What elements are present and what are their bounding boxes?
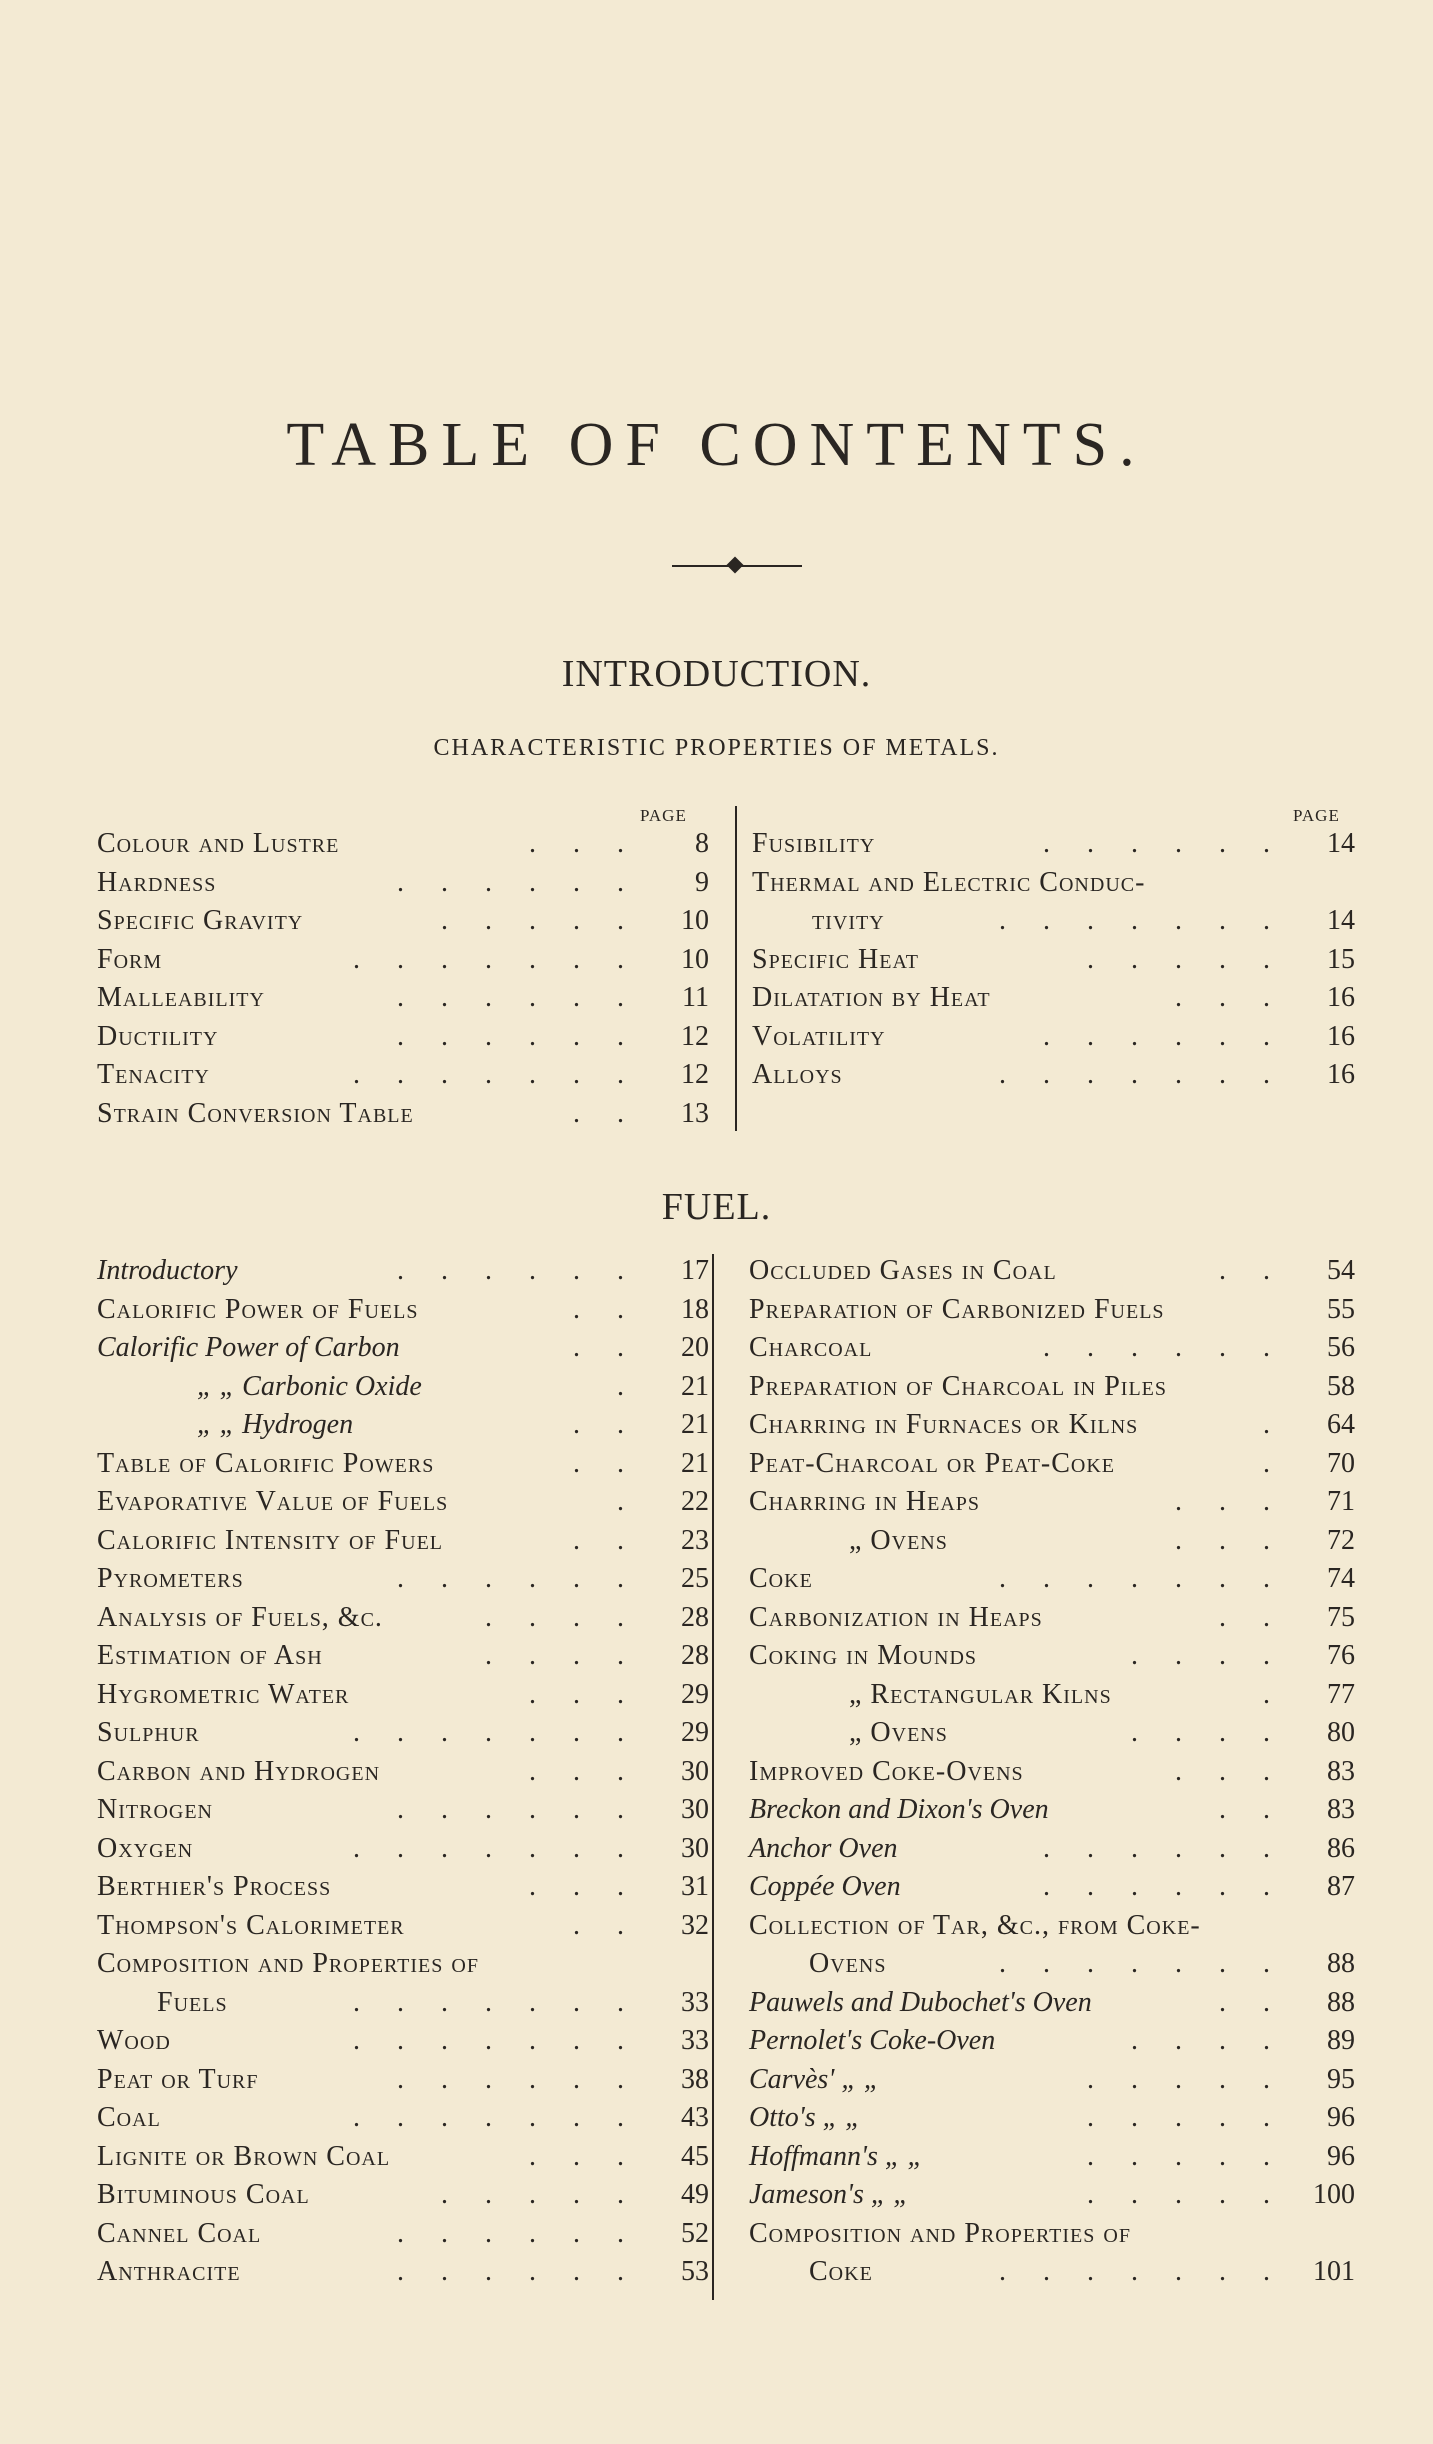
toc-entry-title: Carbonization in Heaps — [749, 1601, 1043, 1633]
toc-entry-title: Peat or Turf — [97, 2063, 259, 2095]
toc-entry-title: Evaporative Value of Fuels — [97, 1486, 449, 1517]
toc-entry-title: Preparation of Charcoal in Piles — [749, 1370, 1167, 1402]
toc-entry-leader: . . . . . — [441, 905, 639, 936]
toc-entry-leader: . . . . . . . — [353, 1059, 639, 1090]
toc-entry — [97, 1637, 709, 1676]
toc-entry-leader: . . . . . — [1087, 2063, 1285, 2095]
toc-entry-page-number: 18 — [681, 1293, 709, 1325]
toc-entry-leader: . . . — [529, 2140, 639, 2172]
toc-entry-title: Fusibility — [752, 828, 876, 859]
toc-entry-leader: . . . . . — [1087, 2179, 1285, 2210]
toc-entry-leader: . . . . . . — [397, 982, 639, 1013]
toc-entry-page-number: 10 — [681, 943, 709, 975]
toc-entry-page-number: 43 — [681, 2102, 709, 2133]
toc-entry-page-number: 29 — [681, 1678, 709, 1710]
toc-entry-page-number: 77 — [1327, 1678, 1355, 1710]
toc-entry-page-number: 53 — [681, 2256, 709, 2287]
toc-entry — [752, 902, 1355, 941]
toc-entry — [749, 2215, 1355, 2254]
toc-entry-page-number: 10 — [681, 905, 709, 936]
toc-entry-page-number: 74 — [1327, 1563, 1355, 1594]
toc-entry-title: Calorific Power of Carbon — [97, 1332, 400, 1363]
toc-entry-title: Alloys — [752, 1059, 843, 1090]
toc-entry-title: Ovens — [809, 1948, 887, 1979]
toc-entry-page-number: 96 — [1327, 2102, 1355, 2133]
toc-entry-title: Hoffmann's „ „ — [749, 2140, 924, 2172]
toc-entry-leader: . . — [573, 1332, 639, 1363]
toc-entry-leader: . — [617, 1370, 639, 1402]
toc-entry-page-number: 87 — [1327, 1871, 1355, 1902]
toc-entry-title: „ Ovens — [849, 1524, 948, 1556]
toc-entry-leader: . . . . . . . — [999, 1948, 1285, 1979]
toc-entry-leader: . — [1263, 1447, 1285, 1479]
toc-entry-page-number: 49 — [681, 2179, 709, 2210]
toc-entry-title: „ „ Carbonic Oxide — [197, 1370, 422, 1402]
toc-entry-page-number: 14 — [1327, 828, 1355, 859]
toc-entry — [749, 2061, 1355, 2100]
toc-entry-leader: . . — [573, 1524, 639, 1556]
toc-entry-title: Volatility — [752, 1020, 886, 1052]
toc-entry — [752, 941, 1355, 980]
toc-entry-title: Form — [97, 943, 163, 975]
toc-entry — [749, 2138, 1355, 2177]
toc-entry — [97, 1560, 709, 1599]
toc-entry-title: Wood — [97, 2025, 171, 2056]
toc-entry-title: Composition and Properties of — [749, 2217, 1131, 2249]
toc-entry — [97, 1445, 709, 1484]
toc-entry-page-number: 16 — [1327, 982, 1355, 1013]
toc-entry — [97, 825, 709, 864]
toc-entry — [97, 1791, 709, 1830]
toc-entry-leader: . . . . . . — [397, 2256, 639, 2287]
toc-entry — [749, 1368, 1355, 1407]
toc-entry-leader: . . . . . . — [397, 1794, 639, 1825]
toc-entry-title: Pyrometers — [97, 1563, 244, 1594]
toc-entry-leader: . . . . — [1131, 1717, 1285, 1748]
toc-entry — [752, 979, 1355, 1018]
toc-entry — [97, 902, 709, 941]
toc-entry-title: Collection of Tar, &c., from Coke- — [749, 1909, 1201, 1941]
toc-entry-page-number: 17 — [681, 1255, 709, 1286]
toc-entry-leader: . — [617, 1486, 639, 1517]
toc-entry-leader: . . . . . . — [397, 1255, 639, 1286]
toc-entry-leader: . . . . . — [1087, 2140, 1285, 2172]
toc-entry — [97, 1522, 709, 1561]
toc-entry-title: Hardness — [97, 866, 217, 898]
toc-entry — [749, 1868, 1355, 1907]
toc-entry — [749, 1676, 1355, 1715]
toc-entry-title: Specific Heat — [752, 943, 919, 975]
toc-entry-leader: . . — [573, 1447, 639, 1479]
toc-entry — [749, 1483, 1355, 1522]
toc-entry-page-number: 16 — [1327, 1020, 1355, 1052]
toc-entry-page-number: 75 — [1327, 1601, 1355, 1633]
toc-entry-leader: . . . . — [485, 1601, 639, 1633]
toc-entry — [97, 1018, 709, 1057]
toc-entry-leader: . . . . . . . — [999, 905, 1285, 936]
toc-entry-leader: . . . . . — [441, 2179, 639, 2210]
toc-entry-title: Carbon and Hydrogen — [97, 1755, 381, 1787]
toc-entry-page-number: 33 — [681, 2025, 709, 2056]
toc-entry-leader: . . . . . . . — [353, 943, 639, 975]
toc-entry — [97, 1907, 709, 1946]
toc-entry-page-number: 16 — [1327, 1059, 1355, 1090]
toc-entry-page-number: 33 — [681, 1986, 709, 2018]
toc-entry-leader: . . . . . . . — [999, 1563, 1285, 1594]
toc-entry-leader: . . . . . . — [397, 2063, 639, 2095]
toc-entry-title: Nitrogen — [97, 1794, 213, 1825]
toc-entry — [97, 1945, 709, 1984]
toc-entry-leader: . . . — [529, 1755, 639, 1787]
toc-entry-title: Hygrometric Water — [97, 1678, 350, 1710]
toc-entry-page-number: 32 — [681, 1909, 709, 1941]
toc-entry-leader: . . — [573, 1409, 639, 1440]
page-column-label-left: PAGE — [640, 806, 687, 825]
toc-entry-page-number: 13 — [681, 1097, 709, 1129]
toc-entry-title: „ Rectangular Kilns — [849, 1678, 1112, 1710]
toc-entry — [752, 1018, 1355, 1057]
toc-entry-title: Coppée Oven — [749, 1871, 901, 1902]
toc-entry-page-number: 31 — [681, 1871, 709, 1902]
toc-entry — [749, 1291, 1355, 1330]
toc-entry-title: Carvès' „ „ — [749, 2063, 880, 2095]
toc-entry-page-number: 12 — [681, 1020, 709, 1052]
toc-entry-title: Preparation of Carbonized Fuels — [749, 1293, 1165, 1325]
toc-entry — [749, 1445, 1355, 1484]
toc-entry-leader: . — [1263, 1409, 1285, 1440]
toc-entry-leader: . . . . . . — [1043, 1832, 1285, 1864]
toc-entry-leader: . . . — [1175, 1755, 1285, 1787]
toc-entry — [749, 1791, 1355, 1830]
toc-entry-title: Calorific Power of Fuels — [97, 1293, 419, 1325]
toc-entry — [749, 1830, 1355, 1869]
divider-ornament — [727, 557, 744, 574]
toc-entry — [97, 1056, 709, 1095]
introduction-heading: INTRODUCTION. — [561, 653, 872, 695]
introduction-subheading: CHARACTERISTIC PROPERTIES OF METALS. — [433, 735, 1000, 761]
toc-entry — [749, 1945, 1355, 1984]
toc-entry-page-number: 11 — [682, 982, 709, 1013]
toc-entry — [97, 1329, 709, 1368]
toc-entry-title: Dilatation by Heat — [752, 982, 991, 1013]
toc-entry-page-number: 30 — [681, 1794, 709, 1825]
toc-entry — [749, 1522, 1355, 1561]
toc-entry-page-number: 56 — [1327, 1332, 1355, 1363]
toc-entry-page-number: 101 — [1313, 2256, 1355, 2287]
toc-entry-page-number: 12 — [681, 1059, 709, 1090]
toc-entry — [97, 1483, 709, 1522]
toc-entry — [752, 825, 1355, 864]
toc-entry-title: Berthier's Process — [97, 1871, 332, 1902]
toc-entry-leader: . . . . . — [1087, 943, 1285, 975]
toc-entry-leader: . . . . . . — [1043, 1871, 1285, 1902]
toc-entry-title: Introductory — [97, 1255, 238, 1286]
toc-entry-title: Bituminous Coal — [97, 2179, 310, 2210]
toc-entry-title: Charcoal — [749, 1332, 873, 1363]
page-title: TABLE OF CONTENTS. — [286, 411, 1147, 479]
toc-entry-title: Jameson's „ „ — [749, 2179, 910, 2210]
toc-entry — [97, 864, 709, 903]
toc-entry — [97, 2022, 709, 2061]
toc-entry — [749, 1599, 1355, 1638]
toc-entry-page-number: 45 — [681, 2140, 709, 2172]
toc-entry-page-number: 88 — [1327, 1986, 1355, 2018]
fuel-left-column — [97, 1252, 709, 2292]
toc-entry — [749, 1714, 1355, 1753]
toc-entry-page-number: 30 — [681, 1832, 709, 1864]
toc-entry-title: Pernolet's Coke-Oven — [749, 2025, 996, 2056]
toc-entry — [749, 1984, 1355, 2023]
toc-entry — [749, 1329, 1355, 1368]
toc-entry-leader: . . . . — [1131, 1640, 1285, 1671]
toc-entry-title: Improved Coke-Ovens — [749, 1755, 1024, 1787]
toc-entry — [97, 1291, 709, 1330]
toc-entry-leader: . . . . . . . — [353, 2102, 639, 2133]
toc-entry — [97, 1830, 709, 1869]
toc-entry-page-number: 22 — [681, 1486, 709, 1517]
toc-entry-page-number: 64 — [1327, 1409, 1355, 1440]
fuel-right-column — [749, 1252, 1355, 2292]
toc-entry — [749, 1560, 1355, 1599]
toc-entry-leader: . . . . . . — [397, 866, 639, 898]
toc-entry-page-number: 28 — [681, 1640, 709, 1671]
toc-entry-page-number: 95 — [1327, 2063, 1355, 2095]
toc-entry-page-number: 55 — [1327, 1293, 1355, 1325]
toc-entry-leader: . . — [573, 1909, 639, 1941]
toc-entry-title: Coal — [97, 2102, 161, 2133]
toc-entry-page-number: 86 — [1327, 1832, 1355, 1864]
toc-entry-page-number: 15 — [1327, 943, 1355, 975]
toc-entry — [749, 1252, 1355, 1291]
toc-entry-title: Fuels — [157, 1986, 228, 2018]
toc-entry-page-number: 100 — [1313, 2179, 1355, 2210]
toc-entry-page-number: 8 — [695, 828, 709, 859]
toc-entry-page-number: 52 — [681, 2217, 709, 2249]
toc-entry-title: Anthracite — [97, 2256, 241, 2287]
toc-entry-page-number: 23 — [681, 1524, 709, 1556]
toc-entry-title: Lignite or Brown Coal — [97, 2140, 391, 2172]
toc-entry — [97, 1868, 709, 1907]
toc-entry-page-number: 88 — [1327, 1948, 1355, 1979]
toc-entry-leader: . . . . . . — [397, 1020, 639, 1052]
toc-entry-leader: . . . . . . . — [353, 1717, 639, 1748]
toc-entry-page-number: 89 — [1327, 2025, 1355, 2056]
toc-entry — [749, 2176, 1355, 2215]
toc-entry — [97, 2099, 709, 2138]
toc-entry — [97, 1984, 709, 2023]
toc-entry-leader: . . — [573, 1097, 639, 1129]
toc-entry-page-number: 70 — [1327, 1447, 1355, 1479]
toc-entry-title: Analysis of Fuels, &c. — [97, 1601, 383, 1633]
toc-entry-leader: . . — [1219, 1601, 1285, 1633]
toc-entry-page-number: 96 — [1327, 2140, 1355, 2172]
toc-entry-page-number: 20 — [681, 1332, 709, 1363]
toc-entry-title: Tenacity — [97, 1059, 210, 1090]
toc-entry — [97, 1753, 709, 1792]
toc-entry — [749, 2022, 1355, 2061]
toc-entry-leader: . . . . . . . — [353, 2025, 639, 2056]
toc-entry — [97, 1252, 709, 1291]
toc-entry — [97, 2215, 709, 2254]
toc-entry-leader: . . — [1219, 1794, 1285, 1825]
toc-entry-leader: . . . — [1175, 1486, 1285, 1517]
toc-entry-page-number: 28 — [681, 1601, 709, 1633]
toc-entry-leader: . . . . . . . — [999, 2256, 1285, 2287]
toc-entry-title: Calorific Intensity of Fuel — [97, 1524, 444, 1556]
toc-entry — [749, 1753, 1355, 1792]
toc-entry-title: Oxygen — [97, 1832, 194, 1864]
toc-entry-page-number: 29 — [681, 1717, 709, 1748]
toc-entry-page-number: 80 — [1327, 1717, 1355, 1748]
toc-entry-leader: . . . . . . — [1043, 828, 1285, 859]
toc-entry-page-number: 72 — [1327, 1524, 1355, 1556]
toc-entry-title: Strain Conversion Table — [97, 1097, 414, 1129]
toc-entry-page-number: 25 — [681, 1563, 709, 1594]
toc-entry-title: „ Ovens — [849, 1717, 948, 1748]
toc-entry-page-number: 21 — [681, 1447, 709, 1479]
fuel-column-divider — [712, 1254, 714, 2300]
toc-entry-leader: . . . . . . — [1043, 1332, 1285, 1363]
toc-entry-leader: . . . . — [1131, 2025, 1285, 2056]
toc-entry-page-number: 9 — [695, 866, 709, 898]
toc-entry-leader: . . . — [529, 1871, 639, 1902]
toc-entry — [97, 2253, 709, 2292]
toc-entry-page-number: 38 — [681, 2063, 709, 2095]
toc-entry-leader: . . . — [529, 828, 639, 859]
toc-entry — [97, 1406, 709, 1445]
toc-entry-title: Specific Gravity — [97, 905, 304, 936]
toc-entry-title: Estimation of Ash — [97, 1640, 323, 1671]
toc-entry-leader: . . . — [1175, 982, 1285, 1013]
toc-entry-title: „ „ Hydrogen — [197, 1409, 354, 1440]
page-column-label-right: PAGE — [1293, 806, 1340, 825]
toc-entry — [97, 1095, 709, 1134]
toc-entry-page-number: 54 — [1327, 1255, 1355, 1286]
toc-entry — [749, 1907, 1355, 1946]
toc-entry-leader: . . — [1219, 1986, 1285, 2018]
toc-entry-title: Otto's „ „ — [749, 2102, 861, 2133]
toc-entry-title: Colour and Lustre — [97, 828, 340, 859]
toc-entry-page-number: 30 — [681, 1755, 709, 1787]
toc-entry-title: Thompson's Calorimeter — [97, 1909, 405, 1941]
toc-entry-title: Occluded Gases in Coal — [749, 1255, 1057, 1286]
intro-column-divider — [735, 806, 737, 1131]
toc-entry-title: Malleability — [97, 982, 265, 1013]
toc-entry-page-number: 14 — [1327, 905, 1355, 936]
toc-entry-title: Breckon and Dixon's Oven — [749, 1794, 1049, 1825]
toc-entry-title: Coke — [749, 1563, 813, 1594]
toc-entry — [752, 864, 1355, 903]
toc-entry-title: Cannel Coal — [97, 2217, 262, 2249]
toc-entry-title: Coke — [809, 2256, 873, 2287]
toc-entry-page-number: 76 — [1327, 1640, 1355, 1671]
toc-entry-title: Pauwels and Dubochet's Oven — [749, 1986, 1092, 2018]
intro-left-column — [97, 825, 709, 1133]
toc-entry — [97, 2061, 709, 2100]
toc-entry — [752, 1056, 1355, 1095]
toc-entry-leader: . . . . — [485, 1640, 639, 1671]
toc-entry — [749, 2099, 1355, 2138]
toc-entry-leader: . . . — [529, 1678, 639, 1710]
intro-right-column — [752, 825, 1355, 1095]
toc-entry — [97, 941, 709, 980]
toc-entry-page-number: 21 — [681, 1370, 709, 1402]
toc-entry — [97, 979, 709, 1018]
toc-entry — [97, 1368, 709, 1407]
toc-entry — [97, 2176, 709, 2215]
toc-entry-title: Sulphur — [97, 1717, 200, 1748]
toc-entry-title: Ductility — [97, 1020, 219, 1052]
toc-entry-leader: . . . . . . — [397, 1563, 639, 1594]
toc-entry-leader: . . . . . . . — [999, 1059, 1285, 1090]
toc-entry — [97, 1599, 709, 1638]
toc-entry-leader: . . . . . . — [1043, 1020, 1285, 1052]
toc-entry-page-number: 83 — [1327, 1794, 1355, 1825]
toc-entry-leader: . . . . . . . — [353, 1986, 639, 2018]
toc-entry-page-number: 71 — [1327, 1486, 1355, 1517]
toc-entry-leader: . . . . . . — [397, 2217, 639, 2249]
toc-entry-leader: . — [1263, 1678, 1285, 1710]
toc-entry-leader: . . — [573, 1293, 639, 1325]
toc-entry-title: Coking in Mounds — [749, 1640, 978, 1671]
fuel-heading: FUEL. — [661, 1186, 772, 1228]
toc-entry-title: Charring in Heaps — [749, 1486, 981, 1517]
toc-entry — [749, 2253, 1355, 2292]
toc-entry-page-number: 83 — [1327, 1755, 1355, 1787]
toc-entry-title: Anchor Oven — [749, 1832, 898, 1864]
toc-entry — [749, 1637, 1355, 1676]
toc-entry — [97, 1714, 709, 1753]
toc-entry-title: Thermal and Electric Conduc- — [752, 866, 1146, 898]
toc-entry — [97, 1676, 709, 1715]
toc-entry-title: Table of Calorific Powers — [97, 1447, 435, 1479]
toc-entry-leader: . . — [1219, 1255, 1285, 1286]
toc-entry-page-number: 58 — [1327, 1370, 1355, 1402]
toc-entry-title: Composition and Properties of — [97, 1948, 479, 1979]
toc-entry-leader: . . . — [1175, 1524, 1285, 1556]
toc-entry-title: Peat-Charcoal or Peat-Coke — [749, 1447, 1116, 1479]
toc-entry-title: tivity — [812, 905, 885, 936]
toc-entry-title: Charring in Furnaces or Kilns — [749, 1409, 1139, 1440]
toc-entry — [97, 2138, 709, 2177]
toc-entry — [749, 1406, 1355, 1445]
toc-entry-page-number: 21 — [681, 1409, 709, 1440]
toc-entry-leader: . . . . . — [1087, 2102, 1285, 2133]
toc-entry-leader: . . . . . . . — [353, 1832, 639, 1864]
